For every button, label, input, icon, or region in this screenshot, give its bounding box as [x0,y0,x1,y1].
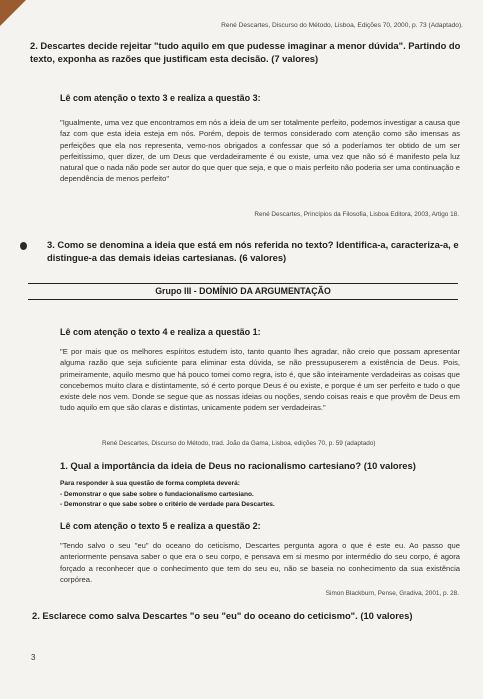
question-3: 3. Como se denomina a ideia que está em nós referida no texto? Identifica-a, caracteriza-a, e distingue-a das demais ideias cartesianas. (6 valores) [47,239,459,263]
text3-citation: René Descartes, Princípios da Filosofia, Lisboa Editora, 2003, Artigo 18. [254,211,459,218]
text5-citation: Simon Blackburn, Pense, Gradiva, 2001, p. 28. [325,590,459,597]
question-1-hint-title: Para responder à sua questão de forma completa deverá: [60,480,240,487]
text5-instruction: Lê com atenção o texto 5 e realiza a questão 2: [60,521,261,531]
header-source-citation: René Descartes, Discurso do Método, Lisboa, Edições 70, 2000, p. 73 (Adaptado). [221,22,463,29]
text5-quote: "Tendo salvo o seu "eu" do oceano do ceticismo, Descartes pergunta agora o que é este eu. Ao passo que anteriormente pensava saber o que era o seu corpo, e pensava em si mesmo por intermédio do seu corpo, é agora forçado a reconhecer que o conhecimento que tem do seu eu, não se baseia no conhecimento da sua existência corpórea. [60,541,460,584]
text4-instruction: Lê com atenção o texto 4 e realiza a questão 1: [60,327,261,337]
page-number: 3 [31,653,36,662]
question-1-hint-1: - Demonstrar o que sabe sobre o fundacionalismo cartesiano. [60,491,254,498]
page-corner-fold [0,0,26,26]
group-3-title: Grupo III - DOMÍNIO DA ARGUMENTAÇÃO [28,283,458,300]
question-2-group2: 2. Descartes decide rejeitar "tudo aquilo em que pudesse imaginar a menor dúvida". Partindo do texto, exponha as razões que justificam esta decisão. (7 valores) [30,40,461,64]
question-2-group3: 2. Esclarece como salva Descartes "o seu "eu" do oceano do ceticismo". (10 valores) [32,610,413,621]
pen-dot-mark [20,242,27,250]
text4-citation: René Descartes, Discurso do Método, trad. João da Gama, Lisboa, edições 70, p. 59 (adaptado) [102,440,376,447]
text4-quote: "E por mais que os melhores espíritos estudem isto, tanto quanto lhes agradar, não creio que possam apresentar alguma razão que seja suficiente para eliminar esta dúvida, se não pressupuserem a existência de Deus. Pois, primeiramente, aquilo mesmo que há pouco tomei como regra, isto é, que são inteiramente verdadeiras as coisas que concebemos muito clara e distintamente, só é certo porque Deus é ou existe, e porque é um ser perfeito e tudo o que existe dele nos vem. Donde se segue que as nossas ideias ou noções, sendo coisas reais e que provêm de Deus em tudo aquilo em que são claras e distintas, unicamente podem ser verdadeiras." [60,347,460,413]
text3-instruction: Lê com atenção o texto 3 e realiza a questão 3: [60,93,261,103]
question-1-hint-2: - Demonstrar o que sabe sobre o critério de verdade para Descartes. [60,501,275,508]
text3-quote: "Igualmente, uma vez que encontramos em nós a ideia de um ser totalmente perfeito, podemos investigar a causa que faz com que esta ideia esteja em nós. Porém, depois de termos considerado com atenção como são imensas as perfeições que ela nos representa, vemo-nos obrigados a confessar que só a poderíamos ter obtido de um ser perfeitíssimo, quer dizer, de um Deus que verdadeiramente é ou existe, uma vez que não só é manifesto pela luz natural que o nada não pode ser autor do que quer que seja, e que o mais perfeito não poderia ser uma continuação e dependência de menos perfeito" [60,118,460,184]
question-1: 1. Qual a importância da ideia de Deus no racionalismo cartesiano? (10 valores) [60,460,416,471]
